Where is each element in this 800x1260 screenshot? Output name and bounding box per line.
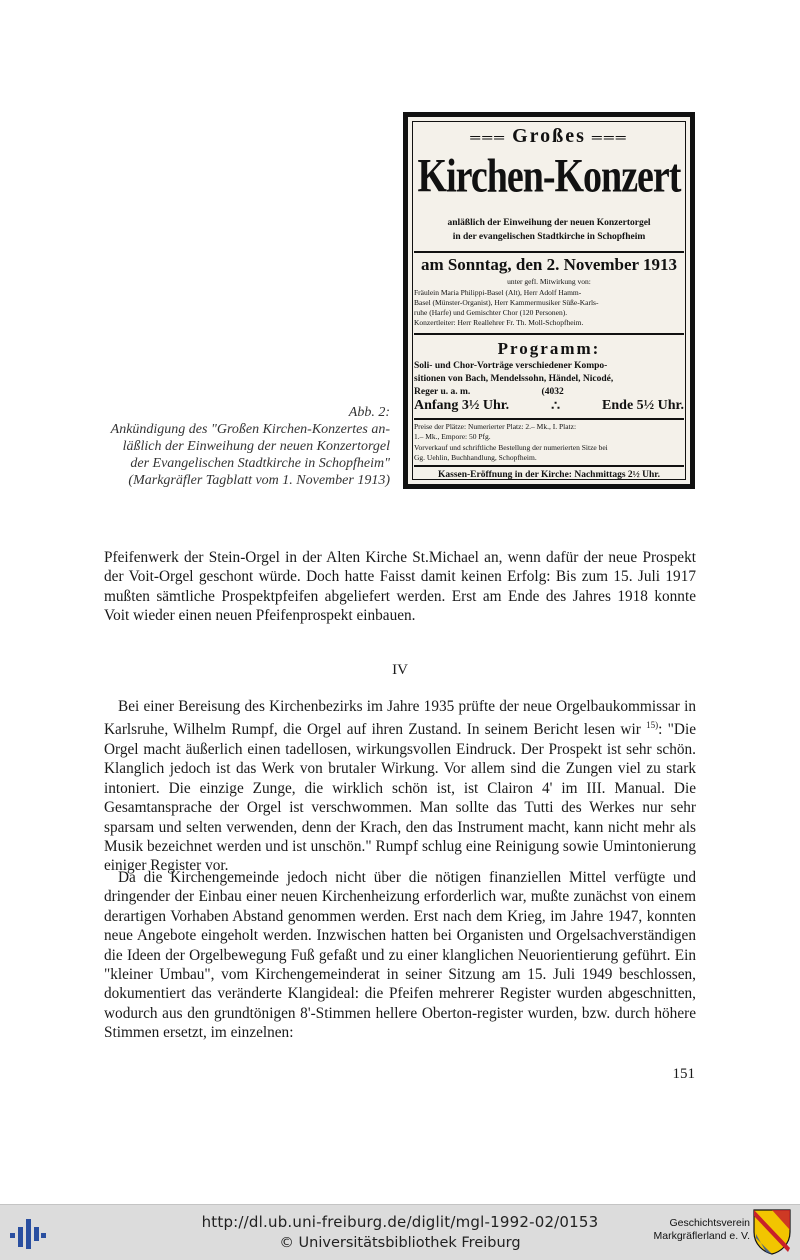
viewer-footer — [0, 1204, 800, 1260]
caption-line: der Evangelischen Stadtkirche in Schopfheim" — [130, 456, 390, 471]
caption-line: (Markgräfler Tagblatt vom 1. November 1913) — [128, 473, 390, 488]
ad-mitwirkung: unter gefl. Mitwirkung von: — [507, 277, 591, 286]
caption-label: Abb. 2: — [348, 405, 390, 420]
paragraph-2 — [104, 697, 696, 876]
ad-divider — [414, 333, 684, 335]
paragraph-1: Pfeifenwerk der Stein-Orgel in der Alten Kirche St.Michael an, wenn dafür der neue Prospekt der Voit-Orgel geschont würde. Doch hatte Faisst damit keinen Erfolg: Bis zum 15. Juli 1917 mußten sämtliche Prospektpfeifen abgeliefert werden. Erst am Ende des Jahres 1918 konnte Voit wieder einen neuen Pfeifenprospekt einbauen. — [104, 549, 696, 625]
ad-kassen: Kassen-Eröffnung in der Kirche: Nachmittags 2½ Uhr. — [437, 470, 661, 480]
ad-programm-heading: Programm: — [497, 339, 601, 358]
copyright-notice: © Universitätsbibliothek Freiburg — [279, 1235, 521, 1251]
ad-occasion-line-1: anläßlich der Einweihung der neuen Konzertorgel — [447, 218, 651, 228]
ad-performer-line: Basel (Münster-Organist), Herr Kammermusiker Süße-Karls- — [414, 298, 599, 307]
figure-caption — [100, 404, 390, 489]
ad-date: am Sonntag, den 2. November 1913 — [420, 255, 678, 274]
footnote-reference: 15) — [646, 720, 659, 731]
ad-program-line: Soli- und Chor-Vorträge verschiedener Kompo- — [414, 361, 608, 371]
verein-line-2: Markgräflerland e. V. — [653, 1230, 750, 1242]
ad-program-line: Reger u. a. m. (4032 — [414, 387, 564, 397]
paragraph-3: Da die Kirchengemeinde jedoch nicht über die nötigen finanziellen Mittel verfügte und dringender der Einbau einer neuen Kirchenheizung erforderlich war, mußte zunächst von einem derartigen Vorhaben Abstand genommen werden. Erst nach dem Krieg, im Jahre 1947, konnten neue Angebote eingeholt werden. Inzwischen hatten bei Organisten und Orgelsachverständigen die Ideen der Orgelbewegung Fuß gefaßt und zu einer klanglichen Neuorientierung geführt. Ein "kleiner Umbau", vom Kirchengemeinderat in seiner Sitzung am 15. Juli 1949 beschlossen, dokumentiert das veränderte Klangideal: die Pfeifen mehrerer Register wurden abgeschnitten, wodurch aus den grundtönigen 8'-Stimmen hellere Oberton-register wurden, bzw. durch höhere Stimmen ersetzt, im einzelnen: — [104, 869, 696, 1042]
ad-performer-line: Konzertleiter: Herr Reallehrer Fr. Th. Moll-Schopfheim. — [414, 318, 584, 327]
ad-presale-line: Gg. Uehlin, Buchhandlung, Schopfheim. — [414, 453, 537, 462]
verein-name — [610, 1217, 750, 1243]
ad-start-time: Anfang 3½ Uhr. — [414, 398, 510, 413]
verein-line-1: Geschichtsverein — [669, 1217, 750, 1229]
paragraph-2-part-b: : "Die Orgel macht äußerlich einen tadellosen, wirkungsvollen Eindruck. Der Prospekt ist sehr schön. Klanglich jedoch ist das Werk von brutaler Wirkung. Vor allem sind die Zungen viel zu stark intoniert. Die einzige Zunge, die wirklich schön ist, ist Clairon 4' im III. Manual. Die Gesamtansprache der Orgel ist verschwommen. Man sollte das Tutti des Werkes nur sehr sparsam und selten verwenden, denn der Krach, den das Instrument macht, kann nicht mehr als Musik bezeichnet werden und ist unschön." Rumpf schlug eine Reinigung sowie Umintonierung einiger Register vor. — [104, 721, 696, 875]
ad-end-time: Ende 5½ Uhr. — [602, 398, 684, 413]
ad-presale-line: Vorverkauf und schriftliche Bestellung der numerierten Sitze bei — [414, 443, 608, 452]
ad-price-line: Preise der Plätze: Numerierter Platz: 2.– Mk., I. Platz: — [414, 422, 577, 431]
caption-line: Ankündigung des "Großen Kirchen-Konzertes an- — [110, 422, 390, 437]
page-number: 151 — [672, 1066, 695, 1082]
section-heading: IV — [392, 662, 408, 678]
ad-divider — [414, 418, 684, 420]
ad-divider — [414, 251, 684, 253]
ad-occasion-line-2: in der evangelischen Stadtkirche in Schopfheim — [452, 232, 646, 242]
ad-separator: ∴ — [551, 399, 561, 414]
ad-title: Kirchen-Konzert — [417, 150, 681, 203]
ad-divider — [414, 465, 684, 467]
coat-of-arms-icon[interactable] — [752, 1208, 792, 1256]
ad-performer-line: Fräulein Maria Philippi-Basel (Alt), Herr Adolf Hamm- — [414, 288, 582, 297]
ad-program-line: sitionen von Bach, Mendelssohn, Händel, Nicodé, — [414, 374, 614, 384]
ad-performer-line: ruhe (Harfe) und Gemischter Chor (120 Personen). — [414, 308, 568, 317]
ad-times — [414, 398, 684, 415]
concert-announcement-image — [403, 112, 695, 489]
paragraph-2-part-a: Bei einer Bereisung des Kirchenbezirks im Jahre 1935 prüfte der neue Orgelbaukommissar in Karlsruhe, Wilhelm Rumpf, die Orgel auf ihren Zustand. In seinem Bericht lesen wir — [104, 698, 696, 739]
caption-line: läßlich der Einweihung der neuen Konzertorgel — [122, 439, 390, 454]
ad-heading-grosses: ═══ Großes ═══ — [414, 125, 684, 148]
document-url-link[interactable]: http://dl.ub.uni-freiburg.de/diglit/mgl-1992-02/0153 — [201, 1213, 599, 1231]
ad-price-line: 1.– Mk., Empore: 50 Pfg. — [414, 432, 491, 441]
